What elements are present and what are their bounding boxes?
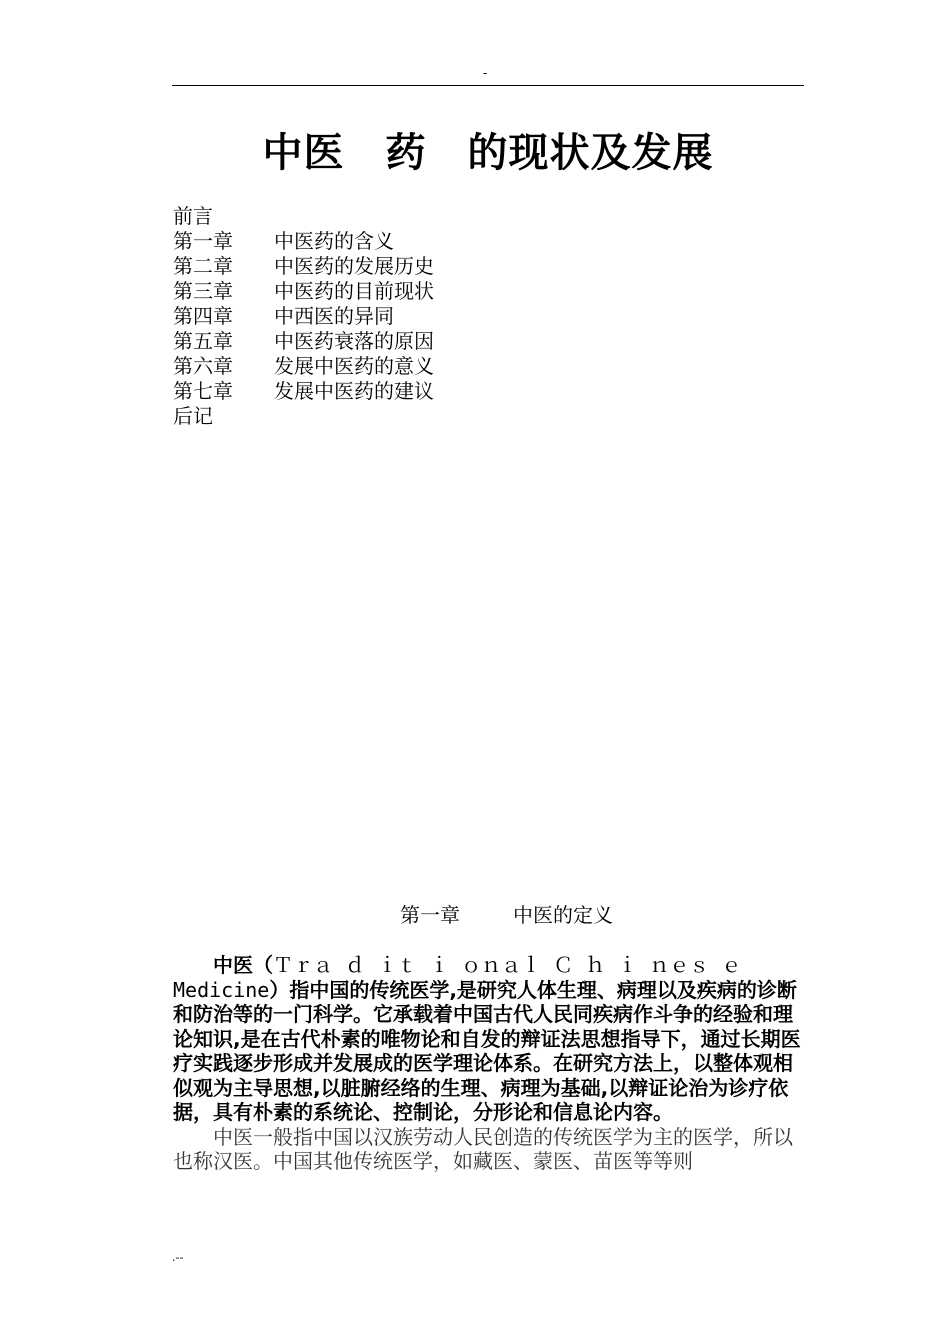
header-mark: - [483,66,488,80]
paragraph-rest: ）指中国的传统医学,是研究人体生理、病理以及疾病的诊断和防治等的一门科学。它承载着中国古代人民同疾病作斗争的经验和理论知识,是在古代朴素的唯物论和自发的辩证法思想指导下，通过长期医疗实践逐步形成并发展成的医学理论体系。在研究方法上，以整体观相似观为主导思想,以脏腑经络的生理、病理为基础,以辩证论治为诊疗依据，具有朴素的系统论、控制论，分形论和信息论内容。 [173,977,801,1124]
toc-item [173,379,434,404]
header-rule [172,85,804,86]
toc-chapter-title: 发展中医药的建议 [274,379,434,403]
toc-item [173,329,434,354]
toc-chapter-number: 第二章 [173,254,233,278]
toc-chapter-number: 第三章 [173,279,233,303]
toc-chapter-title: 中医药的目前现状 [274,279,434,303]
body-text [173,953,808,1174]
toc-item [173,354,434,379]
footer-mark: .-- [172,1251,184,1264]
toc-preface: 前言 [173,204,213,228]
toc-chapter-title: 中医药的含义 [274,229,394,253]
toc-item [173,304,434,329]
table-of-contents [173,204,434,429]
section-chapter-number: 第一章 [400,903,460,927]
toc-chapter-title: 中西医的异同 [274,304,394,328]
toc-chapter-title: 中医药的发展历史 [274,254,434,278]
toc-item [173,229,434,254]
toc-chapter-title: 发展中医药的意义 [274,354,434,378]
toc-item [173,254,434,279]
paragraph-lead: 中医（ [213,953,273,977]
toc-chapter-number: 第四章 [173,304,233,328]
section-title: 中医的定义 [513,903,613,927]
toc-chapter-number: 第六章 [173,354,233,378]
toc-chapter-number: 第五章 [173,329,233,353]
section-heading [400,902,613,928]
toc-afterword: 后记 [173,404,213,428]
paragraph-han-medicine: 中医一般指中国以汉族劳动人民创造的传统医学为主的医学，所以也称汉医。中国其他传统医学，如藏医、蒙医、苗医等等则 [173,1124,793,1173]
toc-chapter-title: 中医药衰落的原因 [274,329,434,353]
document-title: 中医 药 的现状及发展 [262,130,714,176]
paragraph-definition [173,953,808,1125]
toc-item [173,279,434,304]
toc-chapter-number: 第一章 [173,229,233,253]
toc-chapter-number: 第七章 [173,379,233,403]
latin-term: Ｔｒａ ｄ ｉｔ ｉ ｏｎａｌ Ｃ ｈ ｉ ｎｅｓ ｅ Medicine [173,953,762,1002]
